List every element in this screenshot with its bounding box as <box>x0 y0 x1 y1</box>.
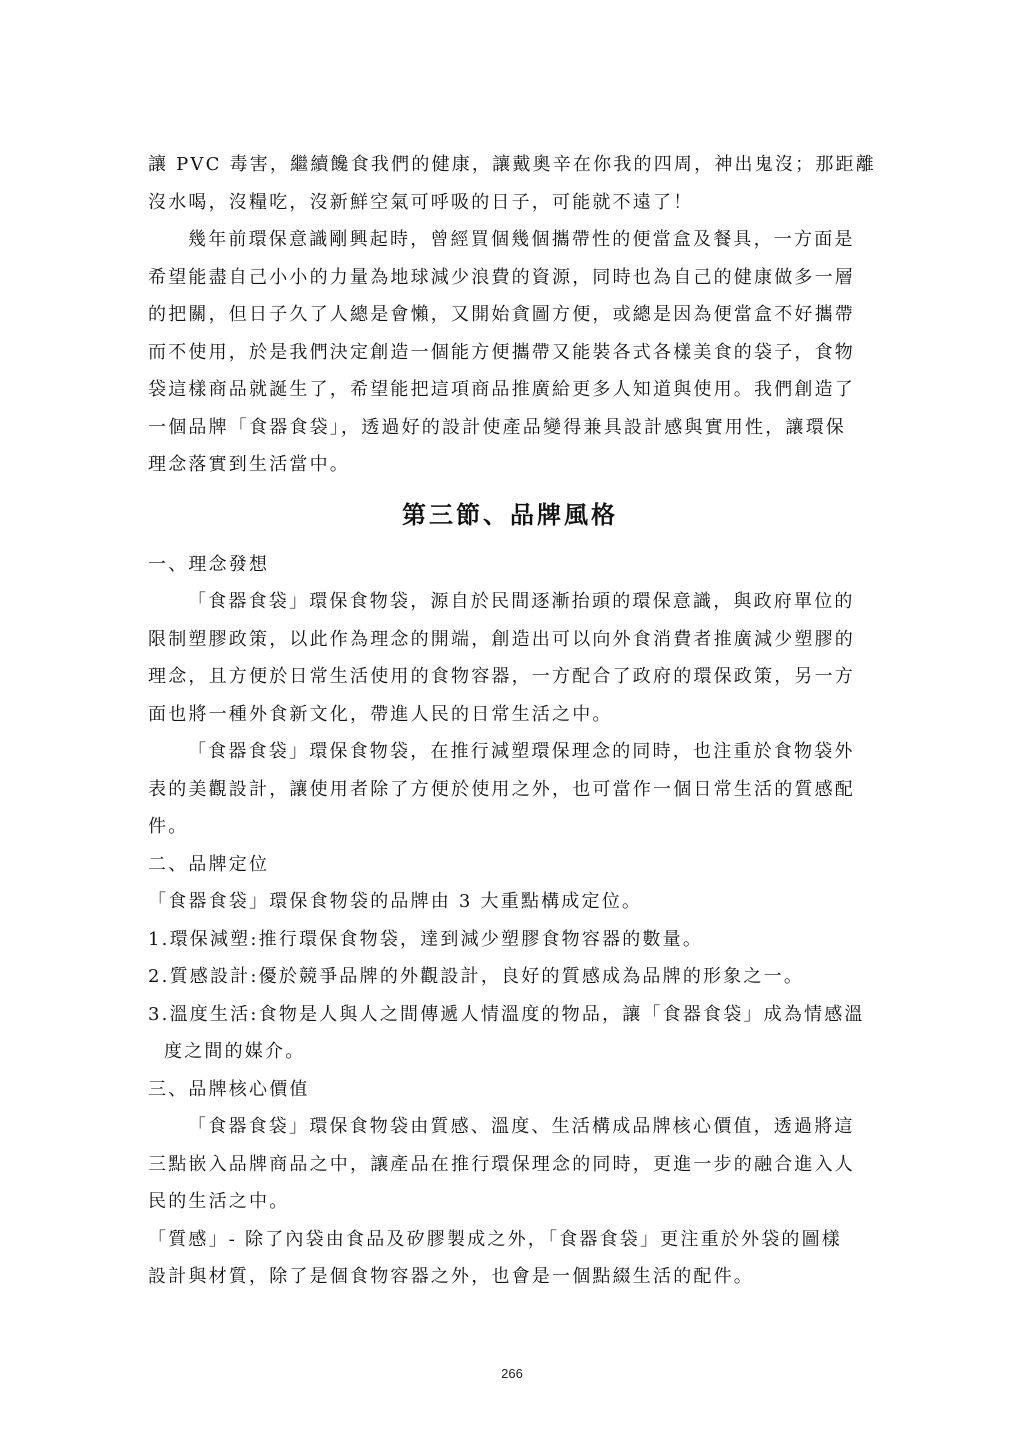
subsection-concept <box>148 546 872 846</box>
paragraph-intro-continued <box>148 146 876 221</box>
text-line: 「食器食袋」環保食物袋，在推行減塑環保理念的同時，也注重於食物袋外 <box>188 741 855 762</box>
text-line: 一個品牌「食器食袋」，透過好的設計使產品變得兼具設計感與實用性，讓環保 <box>148 416 846 438</box>
document-body <box>148 146 876 1296</box>
text-line: 「質感」- 除了內袋由食品及矽膠製成之外，「食器食袋」更注重於外袋的圖樣 <box>148 1228 842 1250</box>
subsection-core-values <box>148 1071 872 1296</box>
text-line: 「食器食袋」環保食物袋，源自於民間逐漸抬頭的環保意識，與政府單位的 <box>188 591 855 612</box>
subsection-heading: 二、品牌定位 <box>148 853 270 875</box>
text-line: 讓 PVC 毒害，繼續饞食我們的健康，讓戴奧辛在你我的四周，神出鬼沒；那距離 <box>148 154 876 175</box>
page-number: 266 <box>501 1366 523 1381</box>
subsection-heading: 三、品牌核心價值 <box>148 1078 310 1100</box>
text-line: 的把關，但日子久了人總是會懶，又開始貪圖方便，或總是因為便當盒不好攜帶 <box>148 304 855 325</box>
text-line: 限制塑膠政策，以此作為理念的開端，創造出可以向外食消費者推廣減少塑膠的 <box>148 628 855 650</box>
text-line: 表的美觀設計，讓使用者除了方便於使用之外，也可當作一個日常生活的質感配 <box>148 778 855 800</box>
text-line: 民的生活之中。 <box>148 1191 290 1212</box>
text-line: 而不使用，於是我們決定創造一個能方便攜帶又能裝各式各樣美食的袋子，食物 <box>148 341 855 363</box>
text-line: 袋這樣商品就誕生了，希望能把這項商品推廣給更多人知道與使用。我們創造了 <box>148 379 855 400</box>
text-line: 設計與材質，除了是個食物容器之外，也會是一個點綴生活的配件。 <box>148 1266 754 1287</box>
text-line: 理念落實到生活當中。 <box>148 454 350 475</box>
text-line: 理念，且方便於日常生活使用的食物容器，一方配合了政府的環保政策，另一方 <box>148 666 855 687</box>
list-item: 2.質感設計:優於競爭品牌的外觀設計，良好的質感成為品牌的形象之一。 <box>148 966 805 987</box>
text-line: 三點嵌入品牌商品之中，讓產品在推行環保理念的同時，更進一步的融合進入人 <box>148 1153 855 1175</box>
text-line: 「食器食袋」環保食物袋由質感、溫度、生活構成品牌核心價值，透過將這 <box>188 1116 855 1137</box>
section-title: 第三節、品牌風格 <box>402 499 618 529</box>
paragraph-origin <box>148 221 872 484</box>
subsection-positioning <box>148 846 872 1071</box>
list-item: 3.溫度生活:食物是人與人之間傳遞人情溫度的物品，讓「食器食袋」成為情感溫 <box>148 1003 865 1025</box>
list-item: 1.環保減塑:推行環保食物袋，達到減少塑膠食物容器的數量。 <box>148 928 704 950</box>
text-line: 「食器食袋」環保食物袋的品牌由 3 大重點構成定位。 <box>148 891 643 912</box>
subsection-heading: 一、理念發想 <box>148 553 270 575</box>
text-line: 件。 <box>148 816 189 837</box>
list-item-continuation: 度之間的媒介。 <box>164 1041 306 1062</box>
text-line: 幾年前環保意識剛興起時，曾經買個幾個攜帶性的便當盒及餐具，一方面是 <box>188 229 855 250</box>
text-line: 希望能盡自己小小的力量為地球減少浪費的資源，同時也為自己的健康做多一層 <box>148 266 855 288</box>
text-line: 面也將一種外食新文化，帶進人民的日常生活之中。 <box>148 703 613 725</box>
text-line: 沒水喝，沒糧吃，沒新鮮空氣可呼吸的日子，可能就不遠了！ <box>148 191 694 213</box>
